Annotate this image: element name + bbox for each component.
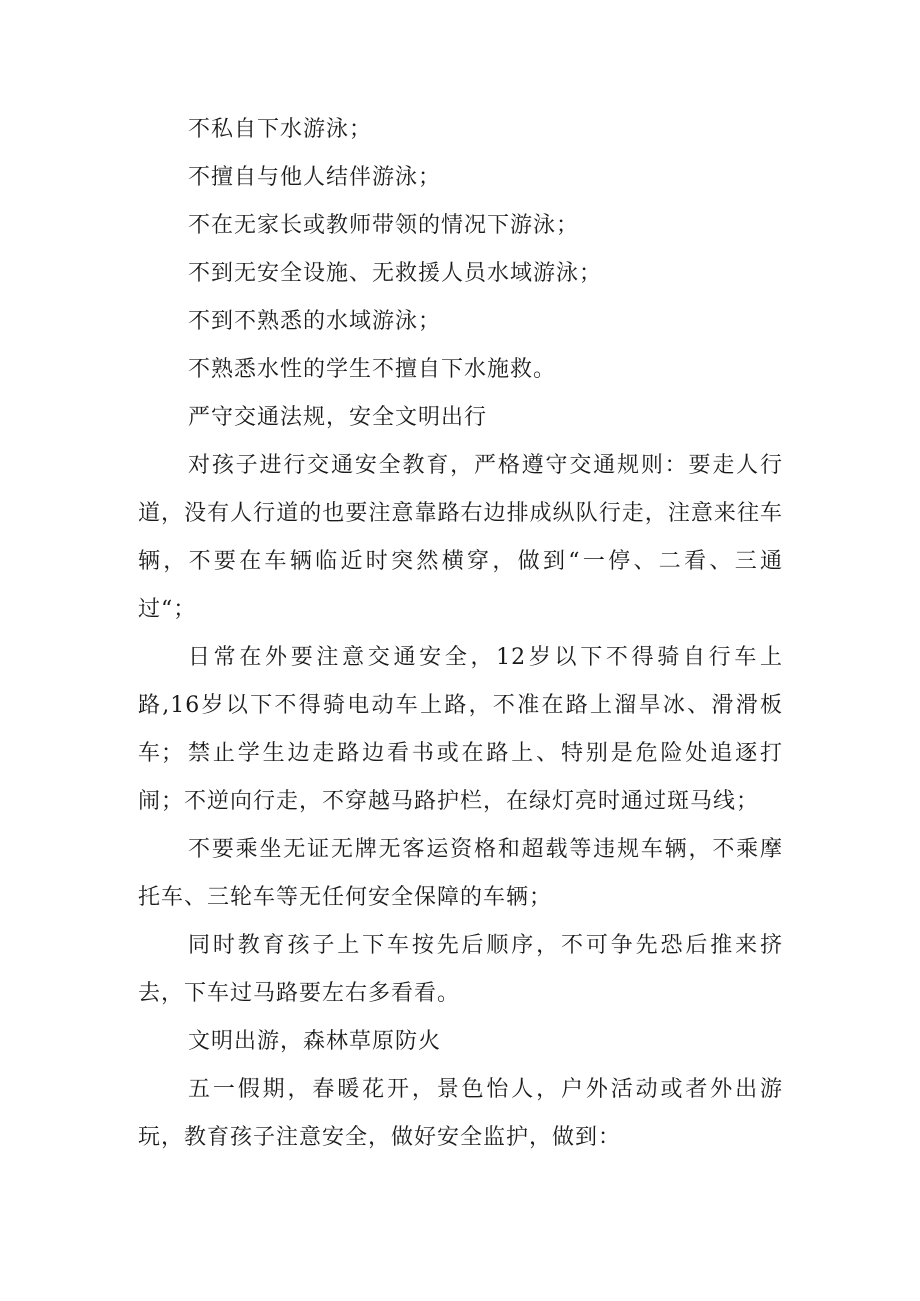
paragraph-no-unfamiliar-waters: 不到不熟悉的水域游泳； [188, 309, 442, 334]
paragraph-no-unsupervised-swimming: 不在无家长或教师带领的情况下游泳； [188, 213, 580, 238]
paragraph-no-private-swimming: 不私自下水游泳； [188, 117, 373, 142]
paragraph-no-illegal-vehicles: 不要乘坐无证无牌无客运资格和超载等违规车辆，不乘摩托车、三轮车等无任何安全保障的车辆； [138, 837, 783, 910]
paragraph-no-unauthorized-group-swimming: 不擅自与他人结伴游泳； [188, 165, 442, 190]
paragraph-age-restrictions: 日常在外要注意交通安全，12岁以下不得骑自行车上路,16岁以下不得骑电动车上路，不准在路上溜旱冰、滑滑板车； [138, 645, 783, 766]
paragraph-no-untrained-rescue: 不熟悉水性的学生不擅自下水施救。 [188, 357, 557, 382]
paragraph-no-unsafe-waters: 不到无安全设施、无救援人员水域游泳； [188, 261, 603, 286]
paragraph-may-day-holiday: 五一假期，春暖花开，景色怡人，户外活动或者外出游玩，教育孩子注意安全，做好安全监护，做到： [138, 1077, 783, 1150]
section-heading-traffic: 严守交通法规，安全文明出行 [188, 405, 488, 430]
paragraph-traffic-education: 对孩子进行交通安全教育，严格遵守交通规则：要走人行道，没有人行道的也要注意靠路右边排成纵队行走，注意来往车辆，不要在车辆临近时突然横穿，做到“一停、二看、三通过“； [138, 453, 783, 622]
paragraph-orderly-boarding: 同时教育孩子上下车按先后顺序，不可争先恐后推来挤去，下车过马路要左右多看看。 [138, 933, 783, 1006]
section-heading-fire-prevention: 文明出游，森林草原防火 [188, 1029, 442, 1054]
paragraph-no-reading-while-walking: 禁止学生边走路边看书或在路上、特别是危险处追逐打闹；不逆向行走，不穿越马路护栏，在绿灯亮时通过斑马线； [138, 741, 783, 814]
